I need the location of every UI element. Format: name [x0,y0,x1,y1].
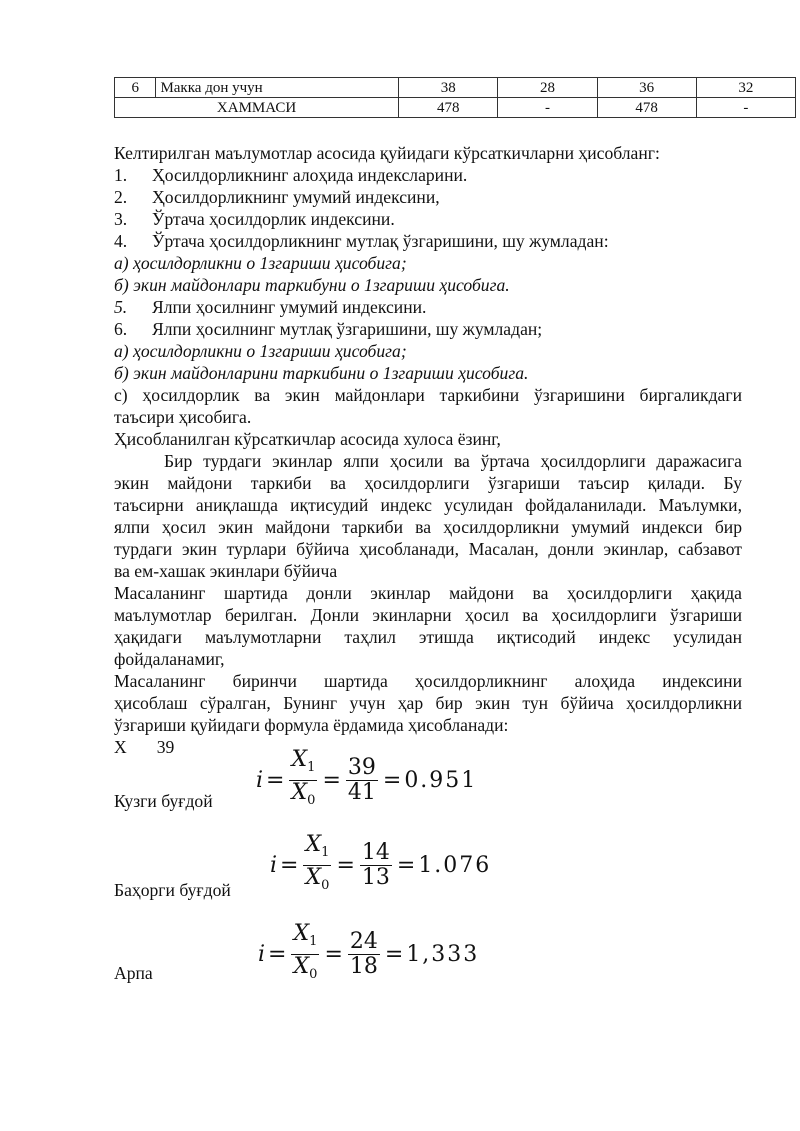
paragraph-line: таъсирни аниқлашда иқтисудий индекс усулидан фойдаланилади. Маълумки, [114,495,742,515]
table-cell-name: Макка дон учун [156,78,399,98]
sub-item-b: б) экин майдонлари таркибуни о 1згариши ҳисобига. [114,275,510,295]
formula-sub: 1 [321,845,330,860]
formula-var: X [293,921,310,946]
paragraph-line: экин майдони таркиби ва ҳосилдорлиги ўзгариши таъсир қилади. Бу [114,473,742,493]
table-cell-value: 478 [597,98,696,118]
paragraph-line: фойдаланамиг, [114,649,225,669]
paragraph-line: турдаги экин турлари бўйича ҳисобланади, Масалан, донли экинлар, сабзавот [114,539,742,559]
formula-sub: 0 [321,878,330,893]
formula-var: X [291,747,308,772]
formula-numerator: 24 [349,929,378,954]
list-text: Ялпи ҳосилнинг мутлақ ўзгаришини, шу жумладан; [152,319,543,339]
list-text: Ўртача ҳосилдорлик индексини. [152,209,395,229]
sub-item-b: б) экин майдонларини таркибини о 1згариши ҳисобига. [114,363,529,383]
intro-line: Келтирилган маълумотлар асосида қуйидаги кўрсаткичларни ҳисобланг: [114,143,660,163]
paragraph-line: маълумотлар берилган. Донли экинларни ҳосил ва ҳосилдорлиги ўзгариши [114,605,742,625]
formula-numerator: 39 [347,755,376,780]
list-item [114,296,742,318]
formula-numerator: 14 [361,840,390,865]
formula: i = $\frac{X_1}{X_0}$ = $\frac{24}{18}$ = 1,333 [258,922,479,987]
formula-result: 0.951 [404,768,478,793]
formula-lhs: i [256,768,264,793]
sub-item-c-line: с) ҳосилдорлик ва экин майдонлари таркибини ўзгаришини биргаликдаги [114,385,742,405]
list-number: 3. [114,209,128,229]
paragraph-line: ҳақидаги маълумотларни таҳлил этишда иқтисодий индекс усулидан [114,627,742,647]
paragraph-line: ҳисоблаш сўралган, Бунинг учун ҳар бир экин тун бўйича ҳосилдорликни [114,693,742,713]
list-number: 5. [114,297,128,317]
list-item [114,208,742,230]
list-item [114,186,742,208]
paragraph-line: ялпи ҳосил экин майдони таркиби ва ҳосилдорликни умумий индекси бир [114,517,742,537]
crop-label: Кузги буғдой [114,791,213,811]
formula-lhs: i [270,853,278,878]
table-cell-value: 478 [399,98,498,118]
paragraph-line: Масаланинг биринчи шартида ҳосилдорликнинг алоҳида индексини [114,671,742,691]
formula-sub: 0 [309,967,318,982]
list-number: 4. [114,231,128,251]
table-cell-value: - [696,98,795,118]
crop-label: Баҳорги буғдой [114,880,231,900]
sub-item-a: а) ҳосилдорликни о 1згариши ҳисобига; [114,253,407,273]
formula-var: X [293,954,310,979]
formula: i = $\frac{X_1}{X_0}$ = $\frac{14}{13}$ = 1.076 [270,833,491,898]
table-total-label: ХАММАСИ [115,98,399,118]
table-cell-num: 6 [115,78,156,98]
formula-sub: 0 [307,793,316,808]
list-text: Ўртача ҳосилдорликнинг мутлақ ўзгаришини, шу жумладан: [152,231,609,251]
sub-item-c-line: таъсири ҳисобига. [114,407,252,427]
formula-sub: 1 [307,760,316,775]
formula-var: X [305,865,322,890]
formula-result: 1,333 [406,942,480,967]
paragraph-line: Бир турдаги экинлар ялпи ҳосили ва ўртача ҳосилдорлиги даражасига [164,451,742,471]
formula: i = $\frac{X_1}{X_0}$ = $\frac{39}{41}$ = 0.951 [256,748,477,813]
table-cell-value: 38 [399,78,498,98]
list-number: 1. [114,165,128,185]
list-item [114,318,742,340]
list-text: Ҳосилдорликнинг умумий индексини, [152,187,440,207]
list-text: Ялпи ҳосилнинг умумий индексини. [152,297,427,317]
formula-denominator: 13 [361,865,390,890]
conclusion-line: Ҳисобланилган кўрсаткичлар асосида хулоса ёзинг, [114,429,501,449]
list-text: Ҳосилдорликнинг алоҳида индексларини. [152,165,468,185]
list-item [114,164,742,186]
list-number: 2. [114,187,128,207]
formula-lhs: i [258,942,266,967]
table-total-row [115,98,796,118]
sub-item-a: а) ҳосилдорликни о 1згариши ҳисобига; [114,341,407,361]
crop-label: Арпа [114,963,153,983]
paragraph-line: ва ем-хашак экинлари бўйича [114,561,338,581]
table-row [115,78,796,98]
formula-sub: 1 [309,934,318,949]
x-value: 39 [156,737,175,757]
table-cell-value: 36 [597,78,696,98]
paragraph-line: ўзгариши қуйидаги формула ёрдамида ҳисобланади: [114,715,509,735]
formula-var: X [305,832,322,857]
formula-result: 1.076 [418,853,492,878]
list-number: 6. [114,319,128,339]
formula-var: X [291,780,308,805]
table-cell-value: - [498,98,597,118]
table-cell-value: 28 [498,78,597,98]
formula-denominator: 18 [349,954,378,979]
formula-denominator: 41 [347,780,376,805]
paragraph-line: Масаланинг шартида донли экинлар майдони ва ҳосилдорлиги ҳақида [114,583,742,603]
data-table [114,77,796,118]
list-item [114,230,742,252]
table-cell-value: 32 [696,78,795,98]
x-label: Х [114,737,127,757]
